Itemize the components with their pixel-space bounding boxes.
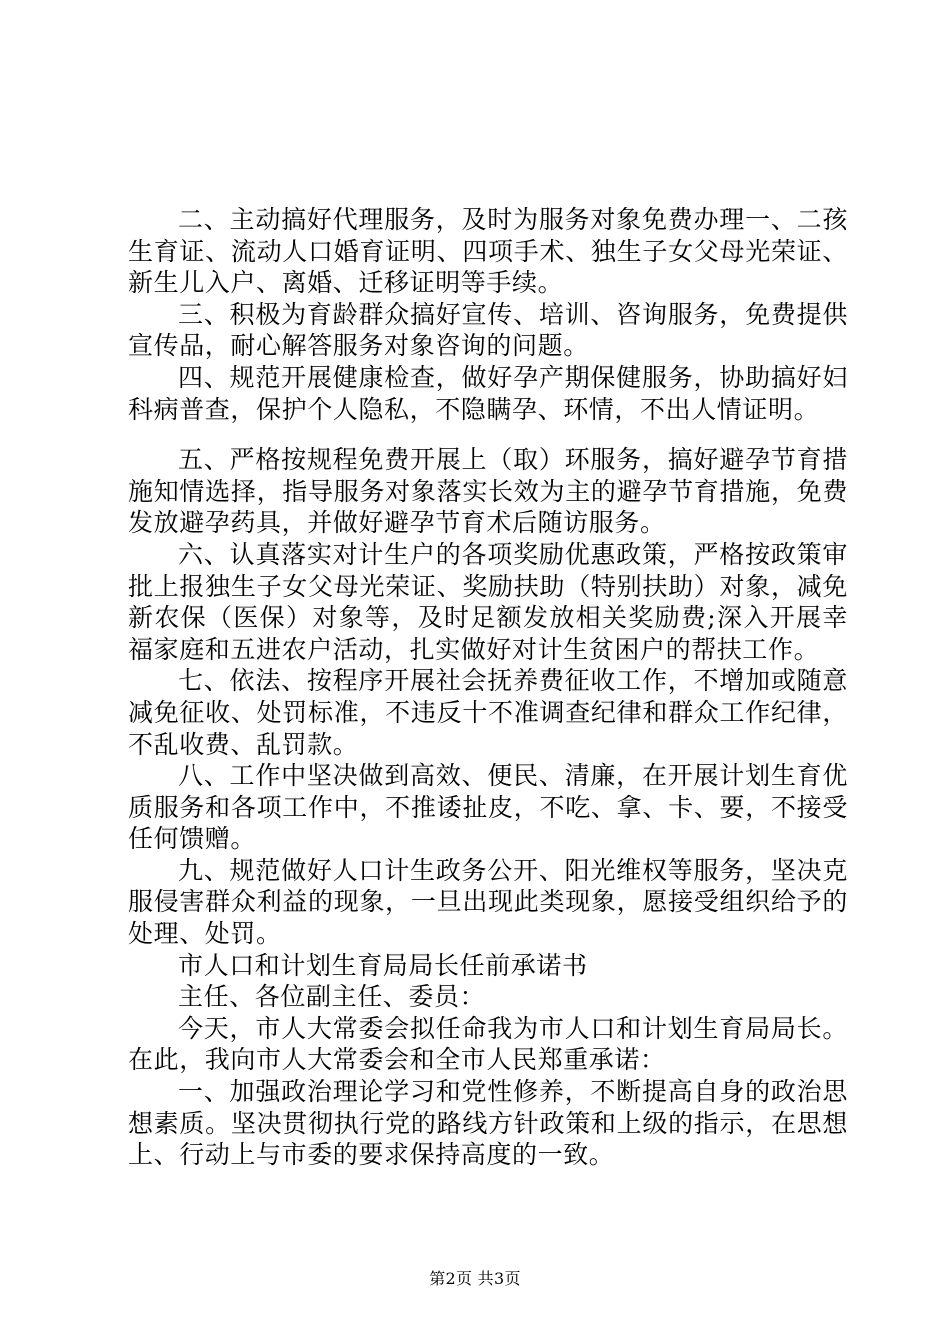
page-number-footer: 第2页 共3页 [429, 1269, 521, 1288]
paragraph-item-8: 八、工作中坚决做到高效、便民、清廉，在开展计划生育优质服务和各项工作中，不推诿扯皮，不吃、拿、卡、要，不接受任何馈赠。 [128, 761, 848, 854]
paragraph-item-3: 三、积极为育龄群众搞好宣传、培训、咨询服务，免费提供宣传品，耐心解答服务对象咨询的问题。 [128, 299, 848, 361]
paragraph-item-4: 四、规范开展健康检查，做好孕产期保健服务，协助搞好妇科病普查，保护个人隐私，不隐瞒孕、环情，不出人情证明。 [128, 362, 848, 424]
paragraph-item-6: 六、认真落实对计生户的各项奖励优惠政策，严格按政策审批上报独生子女父母光荣证、奖励扶助（特别扶助）对象，减免新农保（医保）对象等，及时足额发放相关奖励费;深入开展幸福家庭和五进农户活动，扎实做好对计生贫困户的帮扶工作。 [128, 539, 848, 664]
paragraph-item-5: 五、严格按规程免费开展上（取）环服务，搞好避孕节育措施知情选择，指导服务对象落实长效为主的避孕节育措施，免费发放避孕药具，并做好避孕节育术后随访服务。 [128, 445, 848, 538]
paragraph-gap [128, 425, 848, 444]
intro-paragraph: 今天，市人大常委会拟任命我为市人口和计划生育局局长。在此，我向市人大常委会和全市人民郑重承诺： [128, 1013, 848, 1075]
paragraph-item-9: 九、规范做好人口计生政务公开、阳光维权等服务，坚决克服侵害群众利益的现象，一旦出现此类现象，愿接受组织给予的处理、处罚。 [128, 855, 848, 949]
paragraph-item-2: 二、主动搞好代理服务，及时为服务对象免费办理一、二孩生育证、流动人口婚育证明、四项手术、独生子女父母光荣证、新生儿入户、离婚、迁移证明等手续。 [128, 205, 848, 298]
document-body [128, 204, 848, 1171]
paragraph-item-7: 七、依法、按程序开展社会抚养费征收工作，不增加或随意减免征收、处罚标准，不违反十不准调查纪律和群众工作纪律，不乱收费、乱罚款。 [128, 666, 848, 759]
salutation: 主任、各位副主任、委员： [178, 982, 486, 1012]
section-title: 市人口和计划生育局局长任前承诺书 [178, 950, 588, 980]
pledge-item-1: 一、加强政治理论学习和党性修养，不断提高自身的政治思想素质。坚决贯彻执行党的路线方针政策和上级的指示，在思想上、行动上与市委的要求保持高度的一致。 [128, 1077, 848, 1170]
